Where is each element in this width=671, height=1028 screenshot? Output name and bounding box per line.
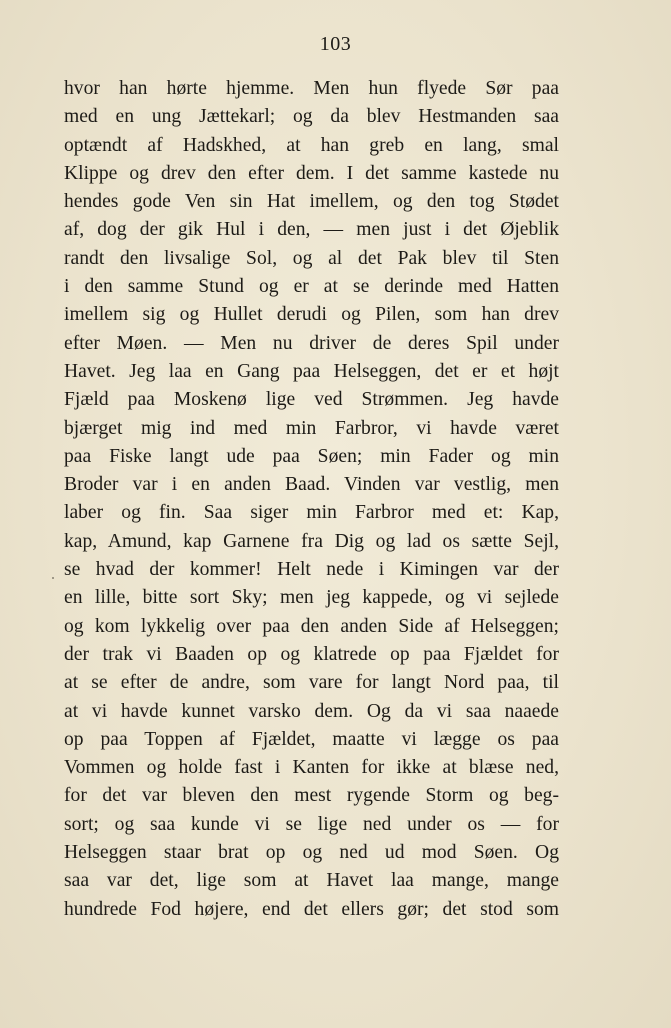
text-line: imellem sig og Hullet derudi og Pilen, som han drev [64,304,559,326]
text-line: Broder var i en anden Baad. Vinden var vestlig, men [64,474,559,496]
text-line: hvor han hørte hjemme. Men hun flyede Sør paa [64,78,559,99]
text-line: der trak vi Baaden op og klatrede op paa Fjældet for [64,643,559,665]
text-line: Vommen og holde fast i Kanten for ikke at blæse ned, [64,757,559,779]
text-line: for det var bleven den mest rygende Storm og beg- [64,785,559,807]
page-number: 103 [319,33,352,55]
text-line: paa Fiske langt ude paa Søen; min Fader og min [64,445,559,467]
text-line: saa var det, lige som at Havet laa mange, mange [64,870,559,892]
text-line: af, dog der gik Hul i den, — men just i det Øjeblik [64,219,559,241]
text-line: i den samme Stund og er at se derinde med Hatten [64,276,559,298]
text-line: hundrede Fod højere, end det ellers gør; det stod som [64,898,559,920]
body-text [64,75,559,924]
text-line: efter Møen. — Men nu driver de deres Spil under [64,332,559,354]
text-line: Fjæld paa Moskenø lige ved Strømmen. Jeg havde [64,389,559,411]
text-line: med en ung Jættekarl; og da blev Hestmanden saa [64,106,559,128]
text-line: Helseggen staar brat op og ned ud mod Søen. Og [64,842,559,864]
text-line: laber og fin. Saa siger min Farbror med et: Kap, [64,502,559,524]
text-line: en lille, bitte sort Sky; men jeg kappede, og vi sejlede [64,587,559,609]
text-line: at se efter de andre, som vare for langt Nord paa, til [64,672,559,694]
text-line: op paa Toppen af Fjældet, maatte vi lægge os paa [64,728,559,750]
text-line: Havet. Jeg laa en Gang paa Helseggen, det er et højt [64,360,559,382]
text-line: hendes gode Ven sin Hat imellem, og den tog Stødet [64,191,559,213]
text-line: sort; og saa kunde vi se lige ned under os — for [64,813,559,835]
text-line: optændt af Hadskhed, at han greb en lang, smal [64,134,559,156]
text-line: kap, Amund, kap Garnene fra Dig og lad os sætte Sejl, [64,530,559,552]
text-line: bjærget mig ind med min Farbror, vi havde været [64,417,559,439]
text-line: at vi havde kunnet varsko dem. Og da vi saa naaede [64,700,559,722]
print-speck [52,577,54,579]
text-line: randt den livsalige Sol, og al det Pak blev til Sten [64,247,559,269]
text-line: Klippe og drev den efter dem. I det samme kastede nu [64,162,559,184]
text-line: se hvad der kommer! Helt nede i Kimingen var der [64,559,559,581]
text-line: og kom lykkelig over paa den anden Side af Helseggen; [64,615,559,637]
